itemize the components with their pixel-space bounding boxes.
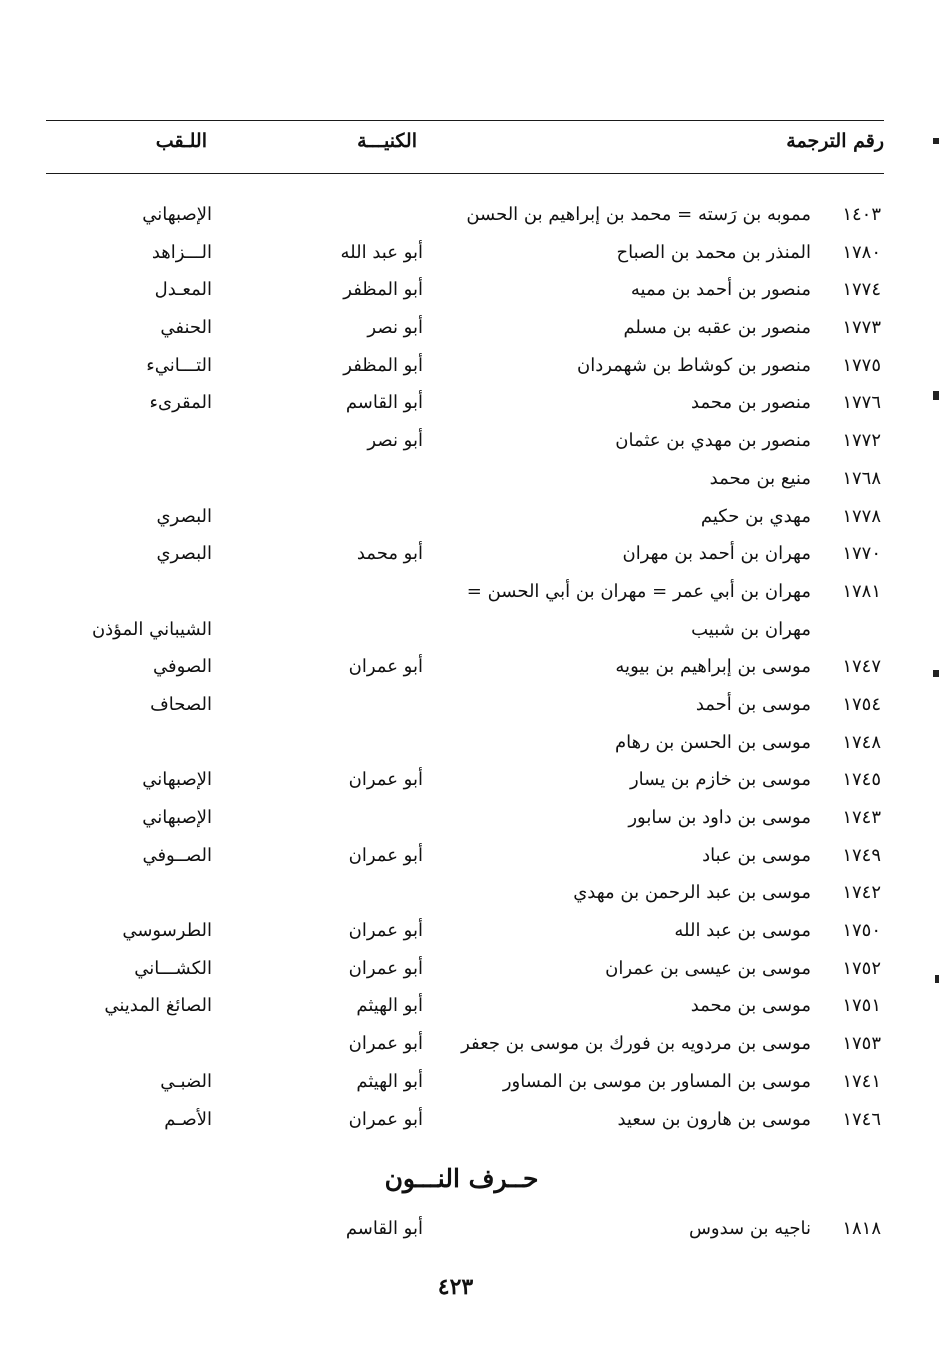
entry-name: منصور بن عقبه بن مسلم [623, 317, 811, 339]
entry-laqab: الطرسوسي [122, 920, 212, 942]
entry-name: موسى بن خازم بن يسار [629, 769, 811, 791]
table-row [0, 1103, 939, 1141]
entry-name: منصور بن أحمد بن مميه [630, 279, 811, 301]
entry-number: ١٧٥٢ [842, 957, 881, 979]
entry-number: ١٧٧٢ [842, 430, 881, 452]
header-laqab-label: اللـقب [155, 130, 207, 152]
entry-name: مموبه بن رَسته = محمد بن إبراهيم بن الحسن [466, 204, 811, 225]
entry-name: مهران بن أحمد بن مهران [622, 543, 811, 565]
table-row [0, 613, 939, 651]
entry-number: ١٧٧٨ [842, 505, 881, 527]
entry-number: ١٧٤٨ [842, 731, 881, 753]
page-number-text: ٤٢٣ [437, 1274, 474, 1300]
entry-number: ١٨١٨ [842, 1218, 881, 1239]
entry-name: موسى بن عبد الرحمن بن مهدي [573, 882, 811, 904]
entry-name: موسى بن محمد [690, 995, 811, 1017]
entry-number: ١٧٧٥ [842, 354, 881, 376]
entry-kunya: أبو القاسم [345, 392, 423, 414]
table-row [0, 273, 939, 311]
entry-laqab: الـــزاهد [151, 241, 212, 263]
entry-kunya: أبو عبد الله [340, 241, 423, 263]
table-row [0, 349, 939, 387]
entry-name: موسى بن داود بن سابور [628, 807, 811, 828]
entry-number: ١٧٨٠ [842, 241, 881, 263]
entry-kunya: أبو عمران [348, 844, 423, 866]
entry-laqab: الصائغ المديني [104, 995, 212, 1017]
table-row [0, 198, 939, 236]
table-row [0, 763, 939, 801]
entry-number: ١٧٤١ [842, 1070, 881, 1092]
table-row [0, 650, 939, 688]
entry-number: ١٧٤٩ [842, 844, 881, 866]
entry-kunya: أبو نصر [367, 430, 423, 452]
entry-name: مهدي بن حكيم [700, 505, 811, 527]
entry-laqab: الشيباني المؤذن [91, 618, 212, 640]
entry-laqab: المعـدل [154, 279, 212, 301]
entry-number: ١٧٧٠ [842, 543, 881, 565]
entry-number: ١٧٥١ [842, 995, 881, 1017]
entry-name: موسى بن مردويه بن فورك بن موسى بن جعفر [461, 1033, 811, 1055]
margin-mark [935, 975, 939, 983]
header-top-rule [46, 120, 884, 121]
entry-number: ١٤٠٣ [842, 204, 881, 225]
entry-laqab: الحنفي [160, 317, 212, 339]
entry-name: موسى بن هارون بن سعيد [617, 1108, 811, 1130]
entry-name: منصور بن كوشاط بن شهمردان [576, 354, 811, 376]
entry-kunya: أبو القاسم [345, 1218, 423, 1239]
table-row [0, 537, 939, 575]
entry-name: منيع بن محمد [709, 467, 811, 489]
table-row [0, 424, 939, 462]
table-row [0, 500, 939, 538]
entry-kunya: أبو المظفر [343, 354, 423, 376]
entry-laqab: التـــانيء [146, 354, 212, 376]
entry-name: منصور بن محمد [691, 392, 811, 414]
entry-laqab: الأصـم [164, 1108, 212, 1130]
entry-laqab: الإصبهاني [142, 769, 212, 791]
entry-name: منصور بن مهدي بن عثمان [615, 430, 811, 452]
entry-kunya: أبو عمران [348, 1033, 423, 1055]
entries-table [0, 198, 939, 1140]
entry-laqab: الإصبهاني [142, 204, 212, 225]
table-row [0, 914, 939, 952]
table-row [0, 726, 939, 764]
table-row [0, 386, 939, 424]
entry-kunya: أبو عمران [348, 957, 423, 979]
table-row [0, 1065, 939, 1103]
header-bottom-rule [46, 173, 884, 174]
entry-number: ١٧٥٣ [842, 1033, 881, 1055]
table-row [0, 839, 939, 877]
entry-number: ١٧٦٨ [842, 467, 881, 489]
page-number [0, 1274, 939, 1300]
entry-number: ١٧٤٥ [842, 769, 881, 791]
entry-name: موسى بن عباد [702, 844, 811, 866]
entry-name: مهران بن شبيب [691, 618, 811, 640]
entry-kunya: أبو الهيثم [356, 1070, 423, 1092]
entry-laqab: المقرىء [149, 392, 212, 414]
entry-number: ١٧٧٣ [842, 317, 881, 339]
entry-laqab: الصوفي [152, 656, 212, 678]
entry-kunya: أبو عمران [348, 1108, 423, 1130]
entry-laqab: البصري [156, 505, 212, 527]
table-row [0, 1027, 939, 1065]
entry-name: موسى بن عبد الله [674, 920, 811, 942]
section-title: حــرف النـــون [384, 1164, 539, 1193]
entry-laqab: الصحاف [150, 693, 212, 715]
table-row [0, 575, 939, 613]
entry-number: ١٧٨١ [842, 580, 881, 602]
entry-name: المنذر بن محمد بن الصباح [616, 241, 811, 263]
entry-laqab: الكشـــاني [134, 957, 212, 979]
entry-name: موسى بن المساور بن موسى بن المساور [502, 1070, 811, 1092]
table-row [0, 989, 939, 1027]
margin-mark [933, 138, 939, 144]
table-row [0, 311, 939, 349]
entry-name: مهران بن أبي عمر = مهران بن أبي الحسن = [466, 580, 811, 602]
entry-laqab: الإصبهاني [142, 807, 212, 828]
entry-kunya: أبو الهيثم [356, 995, 423, 1017]
entry-laqab: الصــوفي [142, 844, 212, 866]
table-row [0, 1212, 939, 1250]
entry-name: موسى بن إبراهيم بن بيويه [615, 656, 811, 678]
entry-kunya: أبو عمران [348, 656, 423, 678]
entry-laqab: الضبـي [160, 1070, 212, 1092]
entry-number: ١٧٥٠ [842, 920, 881, 942]
header-number-label: رقم الترجمة [786, 130, 884, 152]
section-heading [0, 1164, 939, 1193]
entry-name: ناجيه بن سدوس [688, 1218, 811, 1239]
table-row [0, 236, 939, 274]
entry-name: موسى بن الحسن بن رهام [614, 731, 811, 753]
entry-number: ١٧٧٦ [842, 392, 881, 414]
table-row [0, 462, 939, 500]
table-row [0, 801, 939, 839]
header-kunya-label: الكنيـــة [357, 130, 417, 152]
margin-mark [933, 670, 939, 677]
margin-mark [933, 391, 939, 400]
entry-kunya: أبو محمد [356, 543, 423, 565]
entry-kunya: أبو المظفر [343, 279, 423, 301]
entry-number: ١٧٤٧ [842, 656, 881, 678]
table-row [0, 952, 939, 990]
entries-table-nun [0, 1212, 939, 1250]
entry-kunya: أبو عمران [348, 769, 423, 791]
table-row [0, 688, 939, 726]
entry-laqab: البصري [156, 543, 212, 565]
entry-kunya: أبو عمران [348, 920, 423, 942]
entry-name: موسى بن عيسى بن عمران [605, 957, 811, 979]
entry-number: ١٧٤٦ [842, 1108, 881, 1130]
entry-number: ١٧٥٤ [842, 693, 881, 715]
table-row [0, 876, 939, 914]
entry-name: موسى بن أحمد [695, 693, 811, 715]
entry-number: ١٧٤٣ [842, 807, 881, 828]
entry-kunya: أبو نصر [367, 317, 423, 339]
entry-number: ١٧٤٢ [842, 882, 881, 904]
entry-number: ١٧٧٤ [842, 279, 881, 301]
